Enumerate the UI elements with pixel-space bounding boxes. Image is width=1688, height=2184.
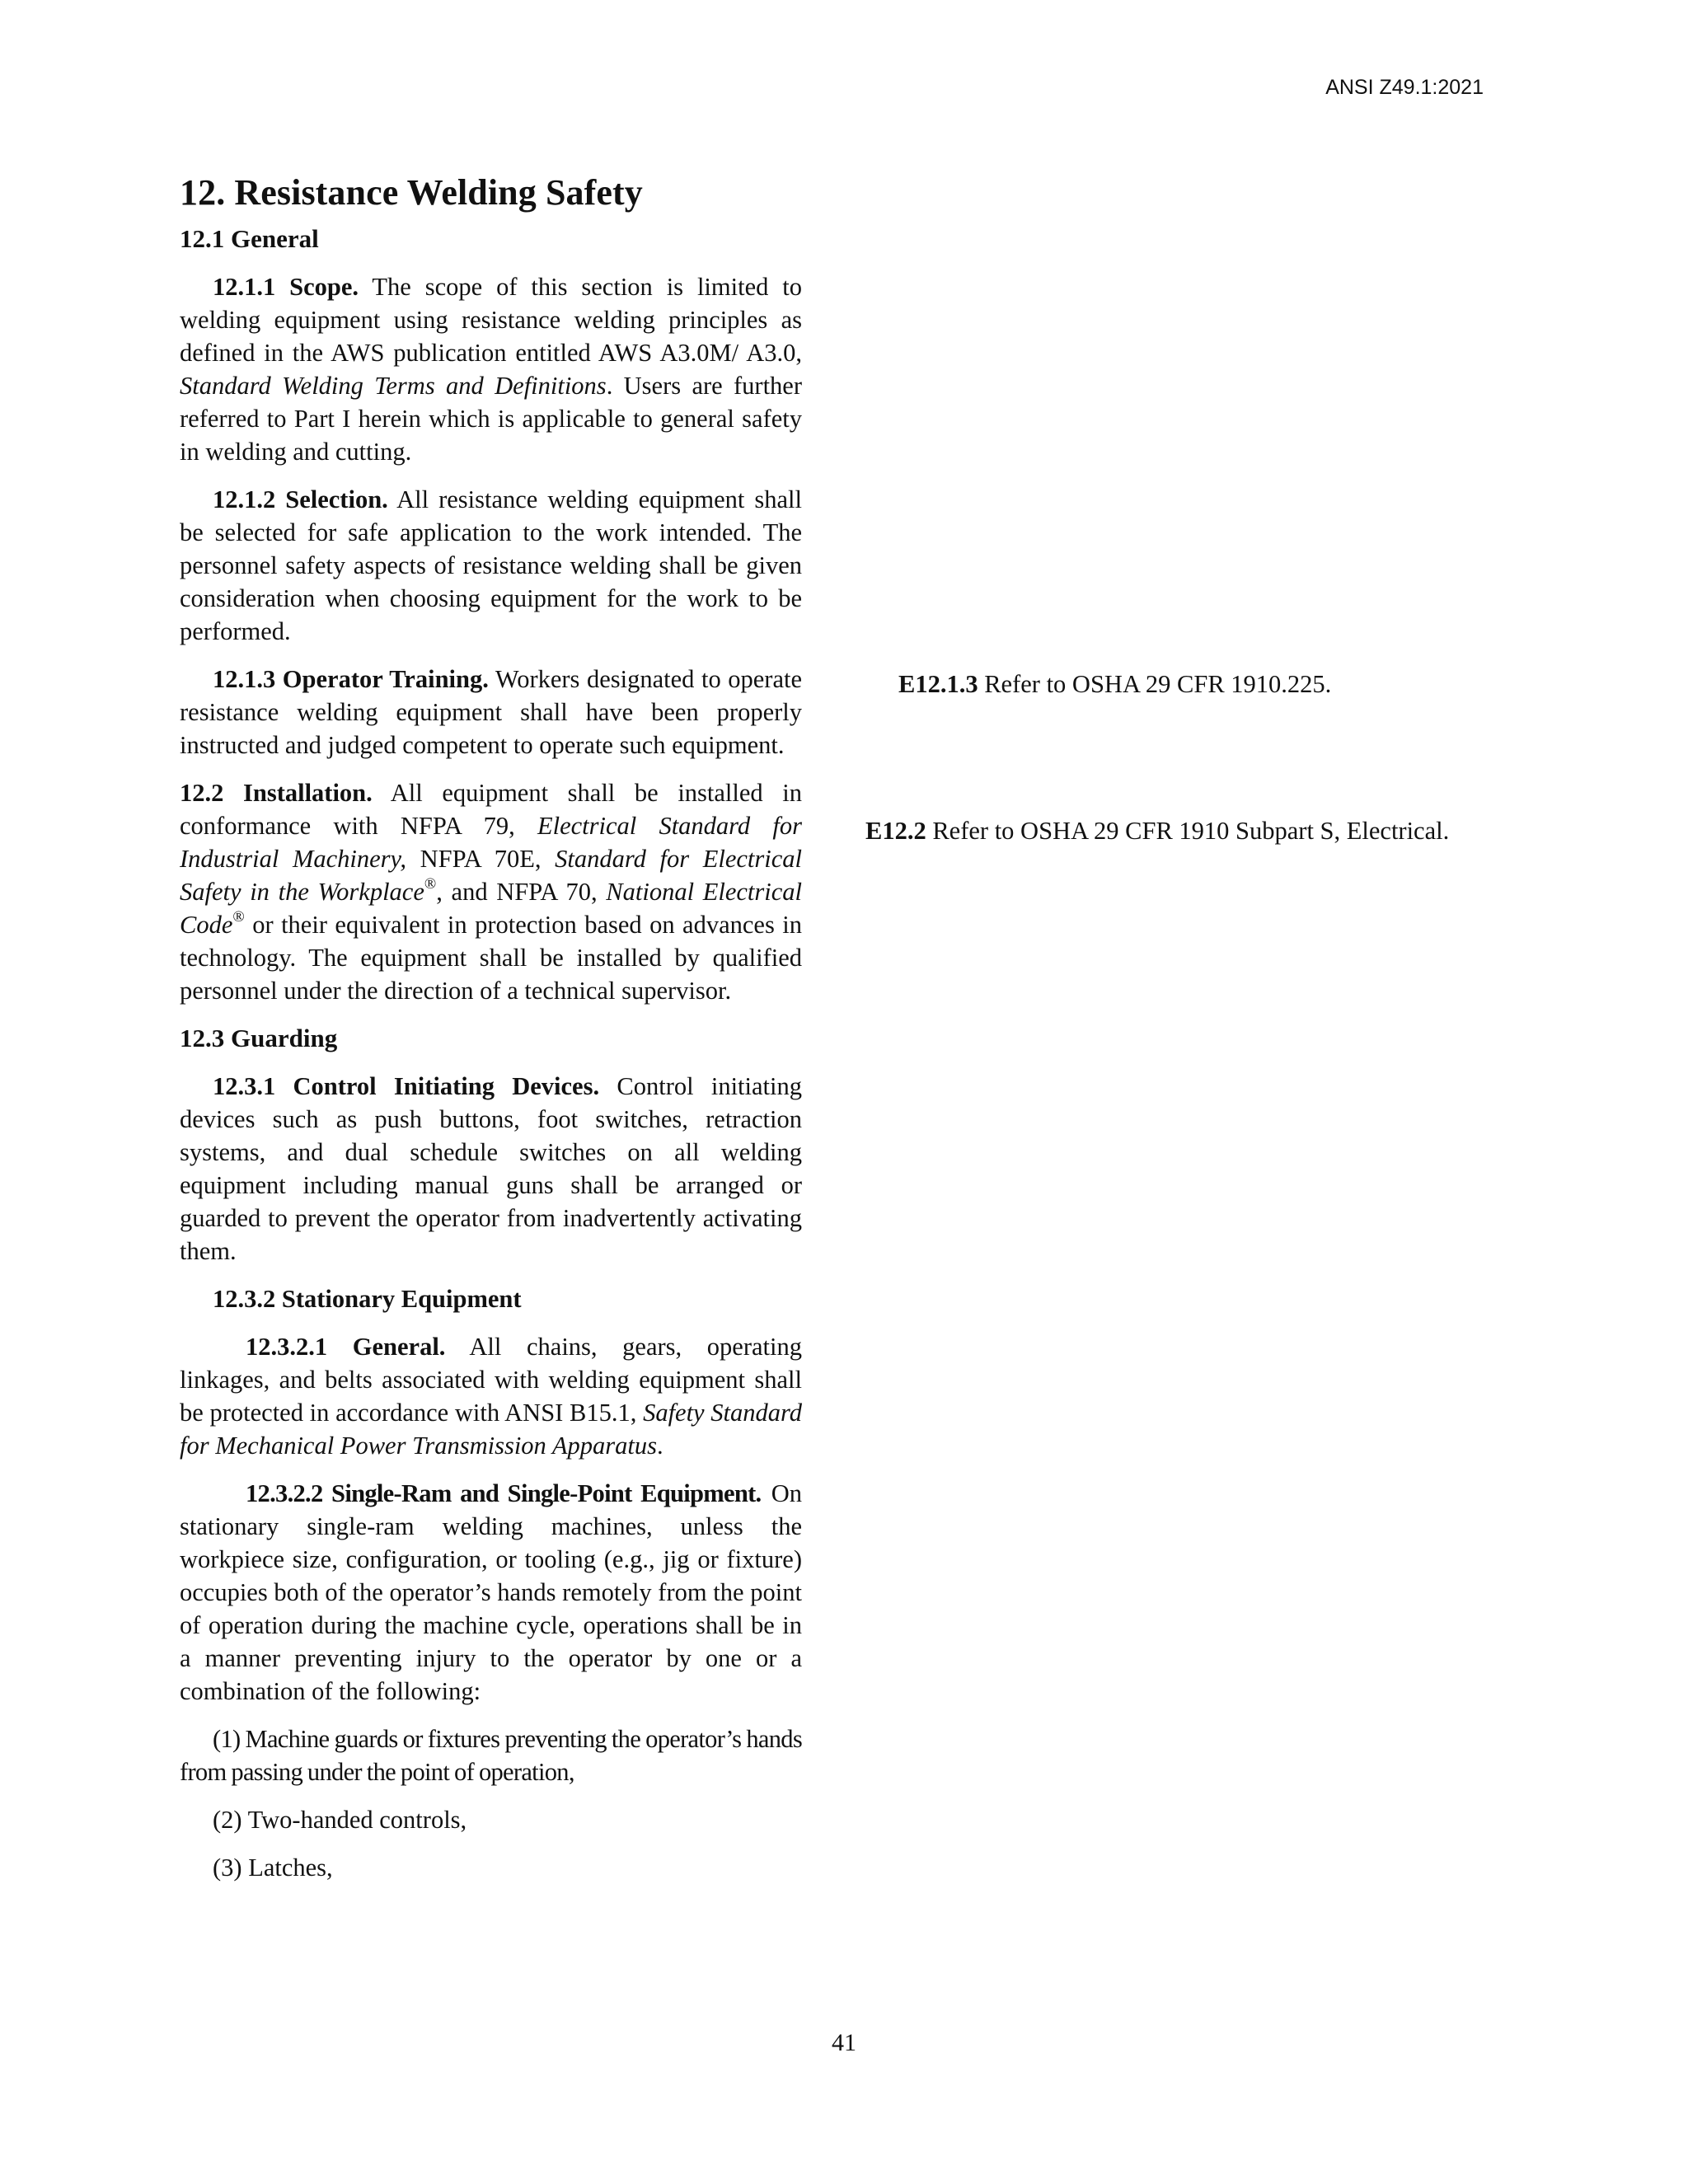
stationary-heading-text: 12.3.2 Stationary Equipment [213,1285,522,1313]
installation-italic-2: Standard for Electrical Safety in the Workplace [180,845,802,906]
control-label: 12.3.1 Control Initiating Devices. [213,1072,600,1100]
main-column [180,170,802,1884]
single-ram-label: 12.3.2.2 Single-Ram and Single-Point Equipment. [246,1479,762,1507]
installation-italic-1: Electrical Standard for Industrial Machinery, [180,812,802,873]
stationary-general-italic: Safety Standard for Mechanical Power Transmission Apparatus [180,1399,802,1460]
paragraph-scope [180,270,802,468]
installation-text-1: All equipment shall be installed in conformance with NFPA 79, [180,779,802,840]
training-text: Workers designated to operate resistance welding equipment shall have been properly instructed and judged competent to operate such equipment. [180,665,802,759]
installation-text-3: , and NFPA 70, [436,878,607,906]
e122-label: E12.2 [865,817,926,845]
paragraph-operator-training [180,663,802,762]
document-code: ANSI Z49.1:2021 [1325,76,1484,99]
list-item: (1) Machine guards or fixtures preventing the operator’s hands from passing under the point of operation, [180,1725,802,1786]
single-ram-text: On stationary single-ram welding machines, unless the workpiece size, configuration, or tooling (e.g., jig or fixture) occupies both of the operator’s hands remotely from the point of operation during the machine cycle, operations shall be in a manner preventing injury to the operator by one or a combination of the following: [180,1479,803,1705]
explanatory-note-e1213 [865,668,1490,701]
subsection-heading-general: 12.1 General [180,224,319,253]
paragraph-e122 [865,814,1490,847]
selection-text: All resistance welding equipment shall be selected for safe application to the work intended. The personnel safety aspects of resistance welding shall be given consideration when choosing equipment for the work to be performed. [180,485,802,645]
paragraph-control-devices [180,1070,802,1268]
selection-label: 12.1.2 Selection. [213,485,388,513]
control-text: Control initiating devices such as push buttons, foot switches, retraction systems, and dual schedule switches on all welding equipment including manual guns shall be arranged or guarded to prevent the operator from inadvertently activating them. [180,1072,802,1265]
scope-label: 12.1.1 Scope. [213,273,359,301]
explanatory-note-e122 [865,814,1490,847]
installation-italic-3: National Electrical Code [180,878,802,939]
paragraph-installation [180,776,802,1007]
installation-text-4: or their equivalent in protection based on advances in technology. The equipment shall be installed by qualified personnel under the direction of a technical supervisor. [180,911,802,1005]
list-item: (2) Two-handed controls, [213,1806,467,1834]
paragraph-stationary-general [180,1330,802,1462]
section-title: 12. Resistance Welding Safety [180,172,643,213]
paragraph-selection [180,483,802,648]
scope-text: The scope of this section is limited to welding equipment using resistance welding principles as defined in the AWS publication entitled AWS A3.0M/ A3.0, [180,273,803,367]
stationary-general-text: All chains, gears, operating linkages, and belts associated with welding equipment shall be protected in accordance with ANSI B15.1, [180,1333,802,1427]
stationary-general-label: 12.3.2.1 General. [246,1333,446,1361]
paragraph-e1213 [865,668,1490,701]
e1213-text: Refer to OSHA 29 CFR 1910.225. [978,670,1332,698]
e122-text: Refer to OSHA 29 CFR 1910 Subpart S, Electrical. [926,817,1450,845]
list-item: (3) Latches, [213,1854,333,1882]
installation-label: 12.2 Installation. [180,779,373,807]
page-number: 41 [832,2029,856,2056]
scope-text-end: . Users are further referred to Part I herein which is applicable to general safety in welding and cutting. [180,372,803,466]
scope-title-italic: Standard Welding Terms and Definitions [180,372,607,400]
training-label: 12.1.3 Operator Training. [213,665,489,693]
stationary-general-end: . [656,1432,663,1460]
e1213-label: E12.1.3 [898,670,978,698]
registered-mark-2: ® [232,908,245,926]
paragraph-single-ram [180,1477,802,1708]
stationary-equipment-heading [180,1282,802,1315]
subsection-heading-guarding: 12.3 Guarding [180,1024,338,1052]
installation-text-2: NFPA 70E, [406,845,556,873]
registered-mark-1: ® [424,875,437,893]
